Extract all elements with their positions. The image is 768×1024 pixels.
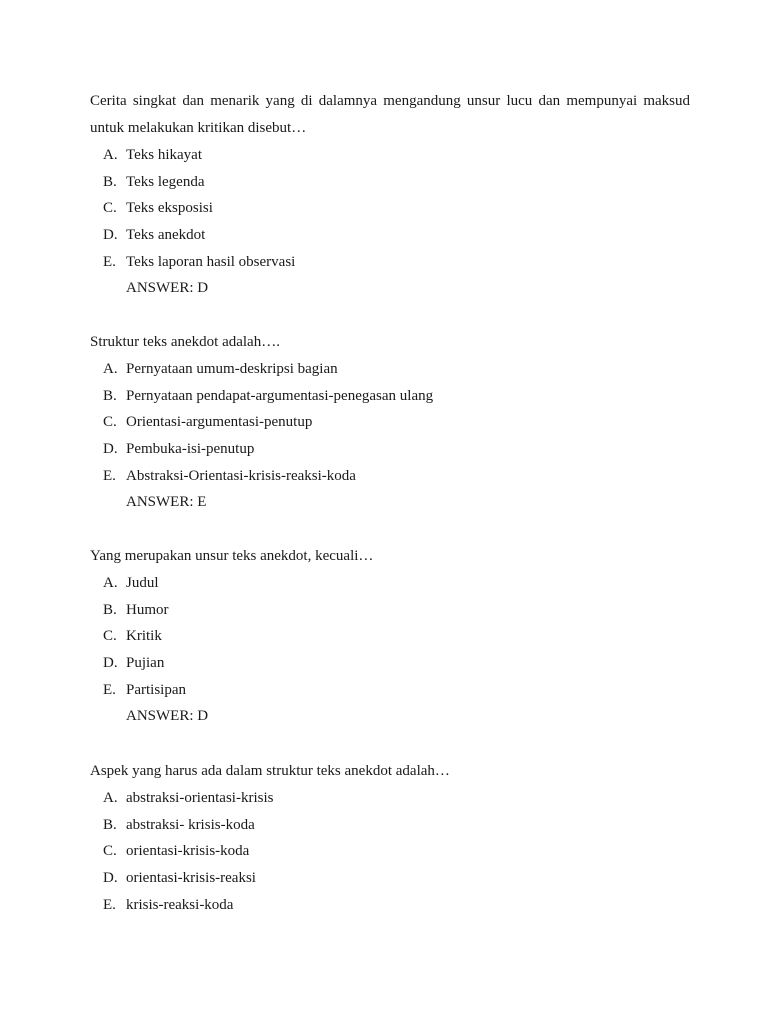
option-text: abstraksi-orientasi-krisis [126,790,274,806]
option-a [90,785,690,812]
option-text: orientasi-krisis-koda [126,843,250,860]
option-letter: A. [103,575,118,591]
option-text: Pembuka-isi-penutup [126,441,255,458]
option-list [90,356,690,489]
option-b [90,169,690,196]
option-text: Pernyataan umum-deskripsi bagian [126,361,338,377]
question-text: Cerita singkat dan menarik yang di dalamnya mengandung unsur lucu dan mempunyai maksud untuk melakukan kritikan disebut… [90,93,690,136]
option-letter: C. [103,843,117,860]
option-letter: C. [103,628,117,645]
option-d [90,650,690,677]
question-3 [90,543,690,730]
option-a [90,570,690,597]
option-letter: B. [103,601,117,618]
option-text: Judul [126,575,159,591]
option-text: orientasi-krisis-reaksi [126,870,256,887]
option-letter: B. [103,173,117,190]
option-letter: A. [103,790,118,806]
question-2 [90,329,690,516]
option-text: Humor [126,601,169,618]
option-a [90,356,690,383]
option-text: Teks hikayat [126,147,203,163]
option-text: Teks eksposisi [126,200,213,217]
answer-key: ANSWER: E [126,494,207,511]
question-text: Aspek yang harus ada dalam struktur teks anekdot adalah… [90,763,450,779]
option-text: Teks anekdot [126,227,206,244]
answer-key: ANSWER: D [126,708,209,725]
option-text: Pernyataan pendapat-argumentasi-penegasan ulang [126,387,434,404]
option-a [90,142,690,169]
option-text: Teks laporan hasil observasi [126,253,296,270]
option-e [90,892,690,919]
option-list [90,570,690,703]
question-text: Struktur teks anekdot adalah…. [90,334,280,350]
option-letter: D. [103,441,118,458]
option-e [90,677,690,704]
option-d [90,865,690,892]
option-c [90,838,690,865]
option-letter: D. [103,870,118,887]
option-text: Pujian [126,655,165,672]
question-1 [90,88,690,302]
answer-key: ANSWER: D [126,280,209,297]
option-b [90,597,690,624]
option-c [90,195,690,222]
option-b [90,812,690,839]
option-letter: E. [103,253,116,270]
question-4 [90,758,690,918]
option-c [90,409,690,436]
option-letter: A. [103,147,118,163]
option-d [90,436,690,463]
option-letter: C. [103,200,117,217]
option-letter: E. [103,467,116,484]
option-letter: A. [103,361,118,377]
option-text: Partisipan [126,681,186,698]
option-list [90,785,690,918]
option-e [90,463,690,490]
option-c [90,623,690,650]
option-text: Kritik [126,628,162,645]
option-text: krisis-reaksi-koda [126,896,234,913]
option-letter: B. [103,816,117,833]
option-letter: D. [103,655,118,672]
option-text: Teks legenda [126,173,205,190]
option-letter: D. [103,227,118,244]
option-b [90,383,690,410]
option-text: Abstraksi-Orientasi-krisis-reaksi-koda [126,467,356,484]
question-text: Yang merupakan unsur teks anekdot, kecuali… [90,548,374,564]
option-text: abstraksi- krisis-koda [126,816,255,833]
option-text: Orientasi-argumentasi-penutup [126,414,313,431]
option-e [90,249,690,276]
option-letter: E. [103,896,116,913]
option-letter: B. [103,387,117,404]
option-letter: C. [103,414,117,431]
option-list [90,142,690,275]
option-d [90,222,690,249]
option-letter: E. [103,681,116,698]
